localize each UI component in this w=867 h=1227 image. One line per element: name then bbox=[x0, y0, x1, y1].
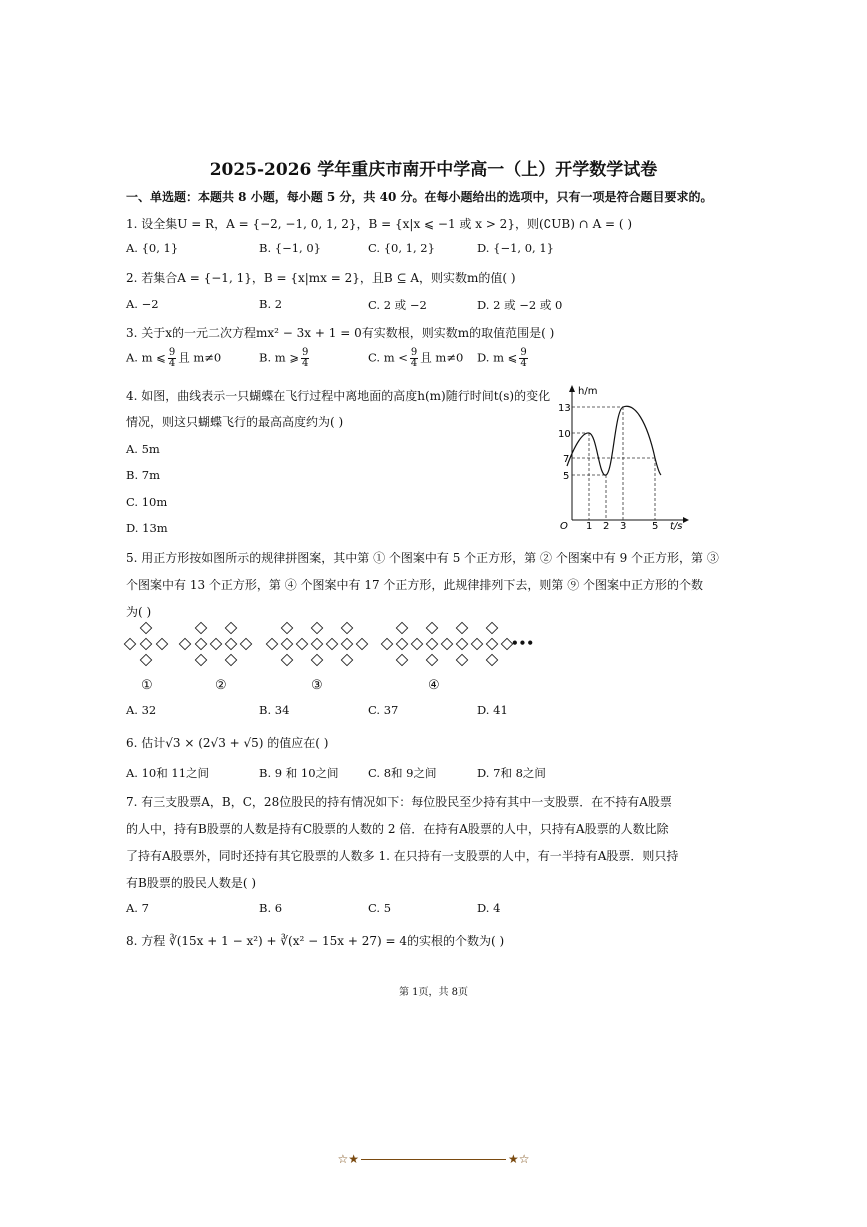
bottom-decoration bbox=[0, 1152, 867, 1166]
divider bbox=[361, 1159, 506, 1160]
height-curve bbox=[567, 406, 661, 475]
question-7-line-4: 有B股票的股民人数是( ) bbox=[126, 876, 256, 890]
q7-option-c[interactable]: C. 5 bbox=[368, 901, 392, 915]
fraction: $\frac{9}{4}$ bbox=[410, 347, 418, 369]
question-3-text: 3. 关于x的一元二次方程mx² − 3x + 1 = 0有实数根，则实数m的取值范围是( ) bbox=[126, 326, 555, 340]
q3-option-a[interactable] bbox=[126, 348, 221, 369]
q2-option-d[interactable]: D. 2 或 −2 或 0 bbox=[477, 298, 563, 312]
fraction: $\frac{9}{4}$ bbox=[520, 347, 527, 369]
pattern-2 bbox=[179, 622, 251, 665]
q1-option-a[interactable]: A. {0, 1} bbox=[126, 241, 179, 255]
q5-option-b[interactable]: B. 34 bbox=[259, 703, 290, 717]
x-tick-label: 1 bbox=[586, 521, 593, 532]
pattern-label: ④ bbox=[428, 678, 440, 693]
question-8-text: 8. 方程 ∛(15x + 1 − x²) + ∛(x² − 15x + 27) = 4的实根的个数为( ) bbox=[126, 934, 505, 948]
q3-option-b[interactable] bbox=[259, 348, 311, 369]
question-5-line-3: 为( ) bbox=[126, 605, 152, 619]
pattern-1 bbox=[124, 622, 167, 665]
section-heading: 一、单选题：本题共 8 小题，每小题 5 分，共 40 分。在每小题给出的选项中，只有一项是符合题目要求的。 bbox=[126, 190, 713, 204]
y-axis-label: h/m bbox=[578, 386, 598, 397]
q5-option-c[interactable]: C. 37 bbox=[368, 703, 399, 717]
page-title: 2025-2026 学年重庆市南开中学高一（上）开学数学试卷 bbox=[209, 160, 658, 180]
q3-option-c-tail: 且 m≠0 bbox=[420, 350, 464, 365]
pattern-label: ② bbox=[215, 678, 227, 693]
q4-option-a[interactable]: A. 5m bbox=[126, 442, 160, 456]
q1-option-c[interactable]: C. {0, 1, 2} bbox=[368, 241, 435, 255]
q6-option-d[interactable]: D. 7和 8之间 bbox=[477, 766, 546, 780]
q3-option-d[interactable] bbox=[477, 348, 530, 369]
q2-option-a[interactable]: A. −2 bbox=[126, 297, 159, 311]
pattern-4 bbox=[381, 622, 512, 665]
y-tick-label: 10 bbox=[558, 429, 571, 440]
q1-option-b[interactable]: B. {−1, 0} bbox=[259, 241, 321, 255]
q3-option-a-tail: 且 m≠0 bbox=[178, 350, 222, 365]
x-axis-arrow bbox=[683, 517, 689, 523]
pattern-3 bbox=[266, 622, 367, 665]
x-tick-label: 2 bbox=[603, 521, 610, 532]
q6-option-c[interactable]: C. 8和 9之间 bbox=[368, 766, 437, 780]
question-6-text: 6. 估计√3 × (2√3 + √5) 的值应在( ) bbox=[126, 736, 329, 750]
fraction: $\frac{9}{4}$ bbox=[168, 347, 176, 369]
question-7-line-2: 的人中，持有B股票的人数是持有C股票的人数的 2 倍．在持有A股票的人中，只持有A股票的人数比除 bbox=[126, 822, 669, 836]
q3-option-b-label: B. m ⩾ bbox=[259, 350, 299, 365]
q5-option-a[interactable]: A. 32 bbox=[126, 703, 157, 717]
x-tick-label: 3 bbox=[620, 521, 627, 532]
q2-option-c[interactable]: C. 2 或 −2 bbox=[368, 298, 427, 312]
question-5-line-2: 个图案中有 13 个正方形，第 ④ 个图案中有 17 个正方形，此规律排列下去，则第 ⑨ 个图案中正方形的个数 bbox=[126, 578, 704, 592]
y-tick-label: 5 bbox=[563, 471, 570, 482]
pattern-label: ③ bbox=[311, 678, 323, 693]
star-icon: ☆★ bbox=[337, 1152, 359, 1166]
q2-option-b[interactable]: B. 2 bbox=[259, 297, 283, 311]
star-icon: ★☆ bbox=[508, 1152, 530, 1166]
q1-option-d[interactable]: D. {−1, 0, 1} bbox=[477, 241, 554, 255]
butterfly-height-graph bbox=[555, 382, 695, 532]
question-1-text: 1. 设全集U = R，A = {−2, −1, 0, 1, 2}，B = {x|x ⩽ −1 或 x > 2}，则(∁UB) ∩ A = ( ) bbox=[126, 217, 633, 231]
pattern-label: ① bbox=[141, 678, 153, 693]
question-7-line-1: 7. 有三支股票A，B，C，28位股民的持有情况如下：每位股民至少持有其中一支股票．在不持有A股票 bbox=[126, 795, 672, 809]
q7-option-b[interactable]: B. 6 bbox=[259, 901, 283, 915]
q3-option-a-label: A. m ⩽ bbox=[126, 350, 166, 365]
y-tick-label: 7 bbox=[563, 454, 570, 465]
pattern-ellipsis: ••• bbox=[511, 636, 535, 650]
q3-option-c-label: C. m < bbox=[368, 350, 408, 365]
origin-label: O bbox=[560, 521, 568, 532]
q5-option-d[interactable]: D. 41 bbox=[477, 703, 508, 717]
q4-option-d[interactable]: D. 13m bbox=[126, 521, 168, 535]
question-7-line-3: 了持有A股票外，同时还持有其它股票的人数多 1. 在只持有一支股票的人中，有一半持有A股票．则只持 bbox=[126, 849, 679, 863]
q7-option-a[interactable]: A. 7 bbox=[126, 901, 149, 915]
q7-option-d[interactable]: D. 4 bbox=[477, 901, 501, 915]
dashed-guides bbox=[572, 407, 655, 520]
question-4-line-1: 4. 如图，曲线表示一只蝴蝶在飞行过程中离地面的高度h(m)随行时间t(s)的变化 bbox=[126, 389, 551, 403]
y-axis-arrow bbox=[569, 385, 575, 392]
question-2-text: 2. 若集合A = {−1, 1}，B = {x|mx = 2}，且B ⊆ A，则实数m的值( ) bbox=[126, 271, 516, 285]
q6-option-a[interactable]: A. 10和 11之间 bbox=[126, 766, 210, 780]
question-4-line-2: 情况，则这只蝴蝶飞行的最高高度约为( ) bbox=[126, 415, 344, 429]
q4-option-b[interactable]: B. 7m bbox=[126, 468, 160, 482]
question-5-line-1: 5. 用正方形按如图所示的规律拼图案，其中第 ① 个图案中有 5 个正方形，第 ② 个图案中有 9 个正方形，第 ③ bbox=[126, 551, 719, 565]
x-tick-label: 5 bbox=[652, 521, 659, 532]
q6-option-b[interactable]: B. 9 和 10之间 bbox=[259, 766, 339, 780]
q3-option-c[interactable] bbox=[368, 348, 463, 369]
page-footer: 第 1页，共 8页 bbox=[398, 987, 469, 998]
x-axis-label: t/s bbox=[670, 521, 683, 532]
fraction: $\frac{9}{4}$ bbox=[301, 347, 309, 369]
q4-option-c[interactable]: C. 10m bbox=[126, 495, 168, 509]
y-tick-label: 13 bbox=[558, 403, 571, 414]
square-pattern-figure bbox=[120, 620, 540, 670]
q3-option-d-label: D. m ⩽ bbox=[477, 350, 518, 365]
